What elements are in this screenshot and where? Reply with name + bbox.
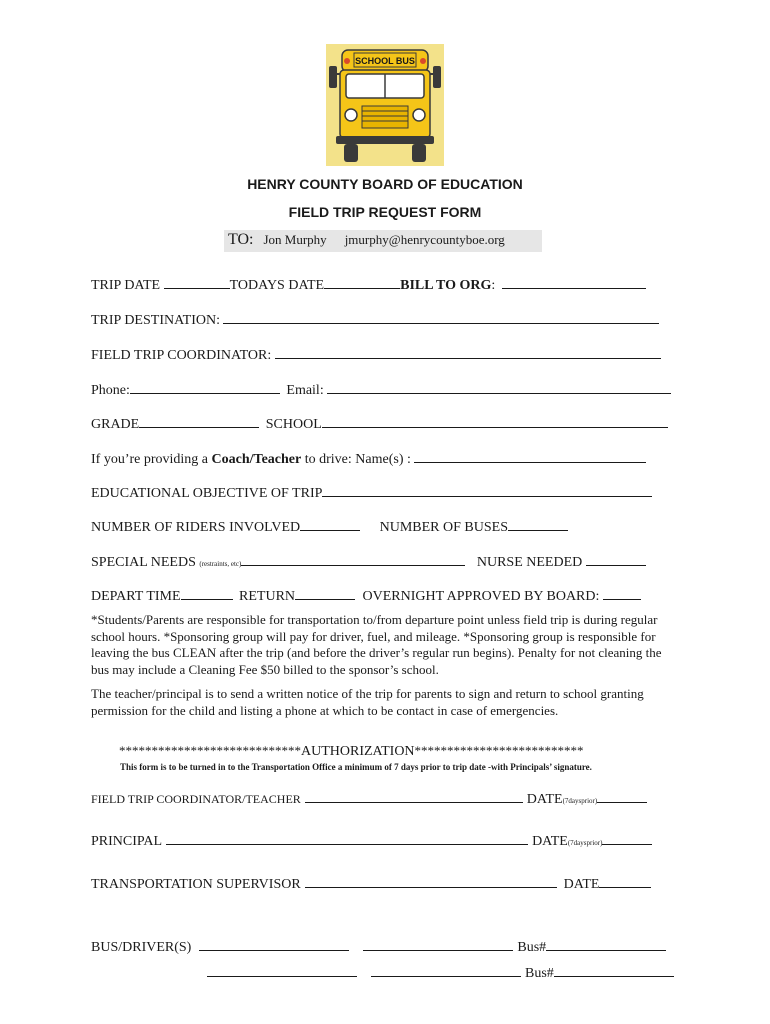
bus-1-label: Bus# [517, 940, 547, 955]
row-grade-school [91, 415, 668, 433]
return-field[interactable] [295, 587, 355, 600]
principal-signature-field[interactable] [166, 832, 528, 845]
todays-date-field[interactable] [324, 276, 400, 289]
permission-note: The teacher/principal is to send a written notice of the trip for parents to sign and return to school granting permission for the child and listing a phone at which to be contact in case of emergencies. [91, 686, 644, 718]
bus-1-number-field[interactable] [546, 938, 666, 951]
special-needs-note: (restraints, etc) [199, 560, 242, 568]
coordinator-teacher-label: FIELD TRIP COORDINATOR/TEACHER [91, 792, 301, 806]
row-special-needs [91, 553, 646, 571]
trip-destination-field[interactable] [223, 311, 659, 324]
to-recipient [228, 231, 505, 249]
bus-driver-1-field[interactable] [199, 938, 349, 951]
buses-label: NUMBER OF BUSES [379, 520, 508, 535]
row-coach-driver [91, 450, 646, 468]
overnight-label: OVERNIGHT APPROVED BY BOARD: [362, 589, 600, 604]
transport-supervisor-signature-field[interactable] [305, 875, 557, 888]
coach-prefix: If you’re providing a [91, 452, 212, 467]
row-riders-buses [91, 518, 568, 536]
coach-teacher-bold: Coach/Teacher [211, 452, 302, 467]
row-contact [91, 381, 671, 399]
principal-date-field[interactable] [602, 832, 652, 845]
bill-to-org-field[interactable] [502, 276, 646, 289]
special-needs-label: SPECIAL NEEDS [91, 555, 196, 570]
bill-to-org-label: BILL TO ORG [400, 278, 492, 293]
special-needs-field[interactable] [241, 553, 465, 566]
depart-time-field[interactable] [181, 587, 233, 600]
bus-driver-label: BUS/DRIVER(S) [91, 940, 192, 955]
row-bus-driver-2 [207, 964, 674, 982]
phone-label: Phone: [91, 383, 130, 398]
riders-field[interactable] [300, 518, 360, 531]
trip-date-label: TRIP DATE [91, 278, 161, 293]
row-coordinator [91, 346, 661, 364]
school-bus-logo [326, 44, 444, 166]
bus-2-label: Bus# [525, 966, 554, 981]
coordinator-date-label: DATE [526, 792, 563, 807]
transport-date-label: DATE [563, 877, 600, 892]
phone-field[interactable] [130, 381, 280, 394]
email-field[interactable] [327, 381, 671, 394]
depart-time-label: DEPART TIME [91, 589, 181, 604]
riders-label: NUMBER OF RIDERS INVOLVED [91, 520, 301, 535]
stars-left: **************************** [119, 743, 301, 758]
row-bus-driver-1 [91, 938, 666, 956]
to-label: TO: [228, 231, 254, 248]
return-label: RETURN [239, 589, 296, 604]
stars-right: ************************** [414, 743, 584, 758]
email-label: Email: [286, 383, 324, 398]
grade-field[interactable] [139, 415, 259, 428]
coordinator-days-prior: (7daysprior) [562, 797, 598, 805]
to-name: Jon Murphy [263, 232, 327, 247]
row-times [91, 587, 641, 605]
authorization-heading [119, 743, 584, 760]
to-email: jmurphy@henrycountyboe.org [344, 232, 505, 247]
transport-supervisor-label: TRANSPORTATION SUPERVISOR [91, 877, 301, 892]
trip-destination-label: TRIP DESTINATION: [91, 313, 220, 328]
row-transportation-supervisor [91, 875, 651, 893]
coordinator-teacher-signature-field[interactable] [305, 790, 523, 803]
transport-date-field[interactable] [599, 875, 651, 888]
bus-2-number-field[interactable] [554, 964, 674, 977]
coordinator-label: FIELD TRIP COORDINATOR: [91, 348, 272, 363]
overnight-field[interactable] [603, 587, 641, 600]
bus-driver-2-second-field[interactable] [371, 964, 521, 977]
bus-driver-1-second-field[interactable] [363, 938, 513, 951]
authorization-instruction: This form is to be turned in to the Transportation Office a minimum of 7 days prior to trip date -with Principals’ signature. [120, 762, 592, 772]
authorization-title: AUTHORIZATION [301, 744, 415, 759]
coach-names-field[interactable] [414, 450, 646, 463]
principal-date-label: DATE [532, 834, 568, 849]
objective-label: EDUCATIONAL OBJECTIVE OF TRIP [91, 486, 323, 501]
row-destination [91, 311, 659, 329]
form-title: FIELD TRIP REQUEST FORM [288, 204, 482, 220]
row-coordinator-teacher-signature [91, 790, 647, 808]
buses-field[interactable] [508, 518, 568, 531]
bus-driver-2-field[interactable] [207, 964, 357, 977]
grade-label: GRADE [91, 417, 140, 432]
principal-days-prior: (7daysprior) [567, 839, 603, 847]
school-field[interactable] [322, 415, 668, 428]
row-objective [91, 484, 652, 502]
responsibility-note: *Students/Parents are responsible for transportation to/from departure point unless field trip is during regular school hours. *Sponsoring group will pay for driver, fuel, and mileage. *Sponsoring group is responsible for leaving the bus CLEAN after the trip (and before the driver’s regular run begins). Penalty for not cleaning the bus may include a Cleaning Fee $50 billed to the sponsor’s school. [91, 612, 662, 677]
row-trip-dates [91, 276, 646, 294]
coordinator-field[interactable] [275, 346, 661, 359]
row-principal-signature [91, 832, 652, 850]
bus-sign-text: SCHOOL BUS [355, 56, 415, 66]
trip-date-field[interactable] [164, 276, 230, 289]
objective-field[interactable] [322, 484, 652, 497]
school-label: SCHOOL [265, 417, 322, 432]
nurse-needed-label: NURSE NEEDED [476, 555, 583, 570]
todays-date-label: TODAYS DATE [229, 278, 325, 293]
nurse-needed-field[interactable] [586, 553, 646, 566]
principal-label: PRINCIPAL [91, 834, 163, 849]
bill-colon: : [491, 278, 496, 293]
coordinator-date-field[interactable] [597, 790, 647, 803]
coach-suffix: to drive: Name(s) : [301, 452, 411, 467]
org-title: HENRY COUNTY BOARD OF EDUCATION [247, 176, 523, 192]
